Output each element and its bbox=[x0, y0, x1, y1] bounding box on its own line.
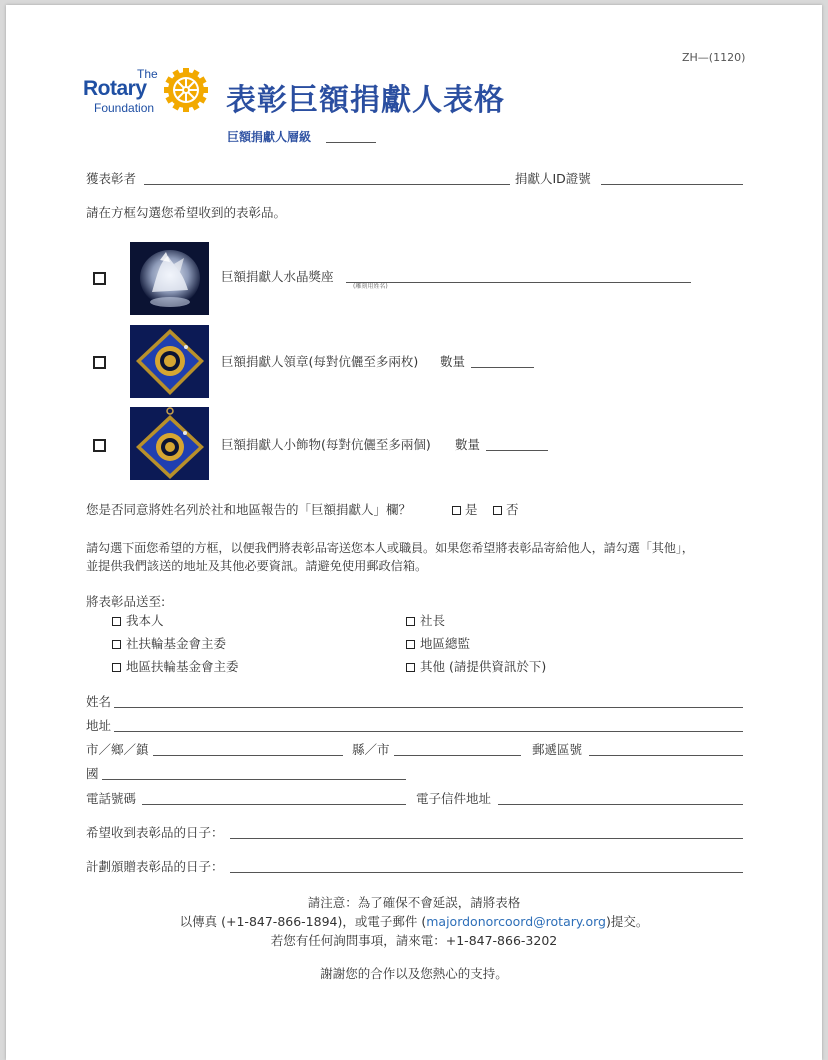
email-field[interactable] bbox=[498, 804, 743, 805]
send-club-trf-chair-label: 社扶輪基金會主委 bbox=[126, 636, 227, 651]
receive-date-field[interactable] bbox=[230, 838, 743, 839]
country-label: 國 bbox=[86, 766, 99, 781]
send-club-trf-chair-checkbox[interactable] bbox=[112, 640, 121, 649]
level-field[interactable] bbox=[326, 142, 376, 143]
engraving-name-hint: (雕刻用姓名) bbox=[353, 283, 388, 290]
receive-date-label: 希望收到表彰品的日子： bbox=[86, 825, 224, 840]
pin-label: 巨額捐獻人領章(每對伉儷至多兩枚) bbox=[221, 354, 419, 369]
send-self-checkbox[interactable] bbox=[112, 617, 121, 626]
send-president-checkbox[interactable] bbox=[406, 617, 415, 626]
present-date-label: 計劃頒贈表彰品的日子： bbox=[86, 859, 224, 874]
send-other-checkbox[interactable] bbox=[406, 663, 415, 672]
name-label: 姓名 bbox=[86, 694, 112, 709]
crystal-label: 巨額捐獻人水晶獎座 bbox=[221, 269, 334, 284]
footer-thanks: 謝謝您的合作以及您熱心的支持。 bbox=[320, 966, 508, 981]
name-field[interactable] bbox=[114, 707, 743, 708]
pin-checkbox[interactable] bbox=[93, 356, 106, 369]
form-page bbox=[6, 5, 822, 1060]
address-field[interactable] bbox=[114, 731, 743, 732]
consent-yes-checkbox[interactable] bbox=[452, 506, 461, 515]
phone-label: 電話號碼 bbox=[86, 791, 137, 806]
donor-id-field[interactable] bbox=[601, 184, 743, 185]
charm-label: 巨額捐獻人小飾物(每對伉儷至多兩個) bbox=[221, 437, 431, 452]
recipient-label: 獲表彰者 bbox=[86, 171, 137, 186]
shipping-note-line2: 並提供我們該送的地址及其他必要資訊。請避免使用郵政信箱。 bbox=[86, 559, 428, 573]
form-code: ZH—(1120) bbox=[682, 51, 746, 64]
consent-no-label: 否 bbox=[506, 502, 519, 517]
pin-image bbox=[130, 325, 209, 398]
engraving-name-field[interactable] bbox=[346, 282, 691, 283]
county-field[interactable] bbox=[394, 755, 521, 756]
crystal-checkbox[interactable] bbox=[93, 272, 106, 285]
send-district-trf-chair-label: 地區扶輪基金會主委 bbox=[126, 659, 239, 674]
send-governor-checkbox[interactable] bbox=[406, 640, 415, 649]
email-label: 電子信件地址 bbox=[416, 791, 492, 806]
pin-qty-field[interactable] bbox=[471, 367, 534, 368]
charm-checkbox[interactable] bbox=[93, 439, 106, 452]
charm-qty-label: 數量 bbox=[455, 437, 481, 452]
recipient-field[interactable] bbox=[144, 184, 510, 185]
charm-image bbox=[130, 407, 209, 480]
send-other-label: 其他 (請提供資訊於下) bbox=[420, 659, 547, 674]
county-label: 縣／市 bbox=[352, 742, 390, 757]
send-president-label: 社長 bbox=[420, 613, 446, 628]
email-link[interactable]: majordonorcoord@rotary.org bbox=[426, 914, 606, 929]
pin-qty-label: 數量 bbox=[440, 354, 466, 369]
page-title: 表彰巨額捐獻人表格 bbox=[226, 83, 505, 118]
send-governor-label: 地區總監 bbox=[420, 636, 471, 651]
footer bbox=[6, 893, 822, 983]
postal-label: 郵遞區號 bbox=[532, 742, 583, 757]
present-date-field[interactable] bbox=[230, 872, 743, 873]
send-district-trf-chair-checkbox[interactable] bbox=[112, 663, 121, 672]
address-label: 地址 bbox=[86, 718, 112, 733]
footer-line3: 若您有任何詢問事項，請來電：+1-847-866-3202 bbox=[270, 933, 558, 948]
footer-line2: 以傳真 (+1-847-866-1894)，或電子郵件 (majordonorcoord@rotary.org)提交。 bbox=[179, 914, 649, 929]
city-field[interactable] bbox=[153, 755, 343, 756]
send-self-label: 我本人 bbox=[126, 613, 164, 628]
level-label: 巨額捐獻人層級 bbox=[227, 130, 312, 144]
charm-qty-field[interactable] bbox=[486, 450, 548, 451]
country-field[interactable] bbox=[102, 779, 406, 780]
phone-field[interactable] bbox=[142, 804, 406, 805]
rotary-foundation-logo: The Rotary Foundation bbox=[82, 65, 212, 117]
crystal-image bbox=[130, 242, 209, 315]
donor-id-label: 捐獻人ID證號 bbox=[515, 171, 591, 186]
city-label: 市／鄉／鎮 bbox=[86, 742, 149, 757]
instruction-text: 請在方框勾選您希望收到的表彰品。 bbox=[86, 205, 287, 220]
rotary-wheel-icon bbox=[163, 67, 209, 113]
footer-line1: 請注意：為了確保不會延誤，請將表格 bbox=[307, 895, 521, 910]
postal-field[interactable] bbox=[589, 755, 743, 756]
shipping-note-line1: 請勾選下面您希望的方框，以便我們將表彰品寄送您本人或職員。如果您希望將表彰品寄給他人，請勾選「其他」， bbox=[86, 541, 694, 555]
consent-yes-label: 是 bbox=[465, 502, 478, 517]
consent-question: 您是否同意將姓名列於社和地區報告的「巨額捐獻人」欄？ bbox=[86, 502, 412, 517]
consent-no-checkbox[interactable] bbox=[493, 506, 502, 515]
send-to-label: 將表彰品送至: bbox=[86, 594, 166, 609]
